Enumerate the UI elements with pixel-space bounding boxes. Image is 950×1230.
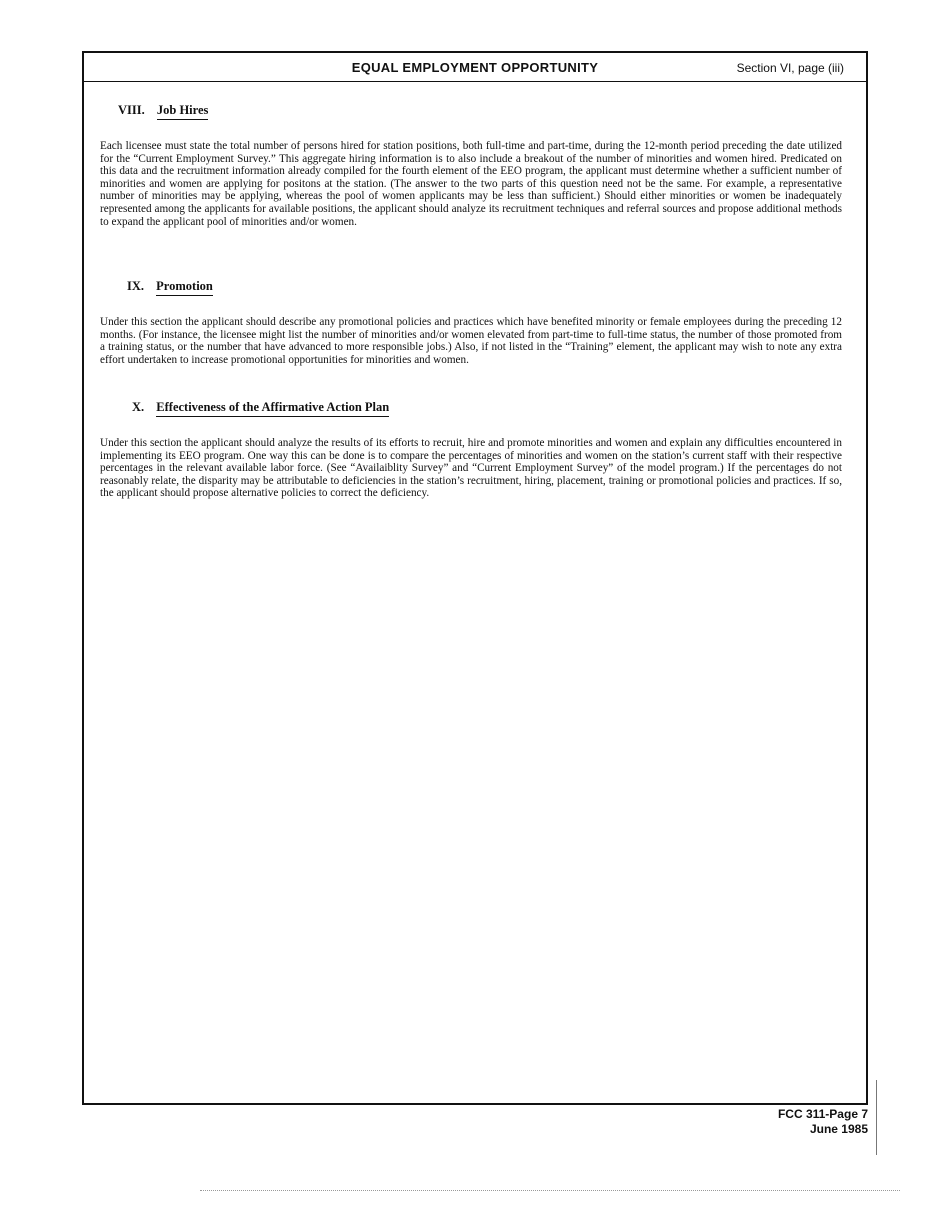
page-header	[84, 53, 866, 82]
scan-artifact-line	[200, 1190, 900, 1191]
section-heading	[118, 103, 842, 120]
document-frame	[82, 51, 868, 1105]
section-number: VIII.	[118, 103, 145, 117]
section-heading	[132, 400, 842, 417]
section-body: Under this section the applicant should describe any promotional policies and practices which have benefited minority or female employees during the preceding 12 months. (For instance, the licensee might list the number of minorities and/or women elevated from part-time to full-time status, the number of those promoted from a training status, or the number that have advanced to more responsible jobs.) Also, if not listed in the “Training” element, the applicant may wish to note any extra effort undertaken to increase promotional opportunities for minorities and women.	[100, 316, 842, 366]
form-page-number: FCC 311-Page 7	[777, 1107, 868, 1121]
section-number: X.	[132, 400, 145, 414]
scan-artifact-side-line	[876, 1080, 877, 1155]
section-number: IX.	[127, 279, 145, 293]
page-title: EQUAL EMPLOYMENT OPPORTUNITY	[351, 60, 599, 75]
section-reference: Section VI, page (iii)	[736, 61, 844, 75]
section-promotion	[100, 279, 842, 366]
section-heading	[127, 279, 842, 296]
section-job-hires	[100, 103, 842, 228]
page-footer	[778, 1107, 868, 1137]
section-effectiveness	[100, 400, 842, 500]
form-date: June 1985	[809, 1122, 868, 1136]
section-title: Promotion	[156, 279, 213, 296]
section-body: Under this section the applicant should analyze the results of its efforts to recruit, hire and promote minorities and women and explain any difficulties encountered in implementing its EEO program. One way this can be done is to compare the percentages of minorities and women on the station’s current staff with their respective percentages in the relevant available labor force. (See “Availaiblity Survey” and “Current Employment Survey” of the model program.) If the percentages do not reasonably relate, the disparity may be attributable to deficiencies in the station’s recruitment, hiring, placement, training or promotional policies and practices. If so, the applicant should propose alternative policies to correct the deficiency.	[100, 437, 842, 500]
section-body: Each licensee must state the total number of persons hired for station positions, both full-time and part-time, during the 12-month period preceding the date utilized for the “Current Employment Survey.” This aggregate hiring information is to also include a breakout of the number of minorities and women hired. Predicated on this data and the recruitment information already compiled for the fourth element of the EEO program, the applicant must determine whether a sufficient number of minorities and women are applying for positons at the station. (The answer to the two parts of this question need not be the same. For example, a representative number of minorities may be applying, whereas the pool of women applicants may be less than sufficient.) Should either minorities or women be inadequately represented among the applicants for available positions, the applicant should analyze its recruitment techniques and referral sources and propose additional methods to expand the applicant pool of minorities and/or women.	[100, 140, 842, 228]
section-title: Job Hires	[157, 103, 209, 120]
section-title: Effectiveness of the Affirmative Action Plan	[156, 400, 389, 417]
